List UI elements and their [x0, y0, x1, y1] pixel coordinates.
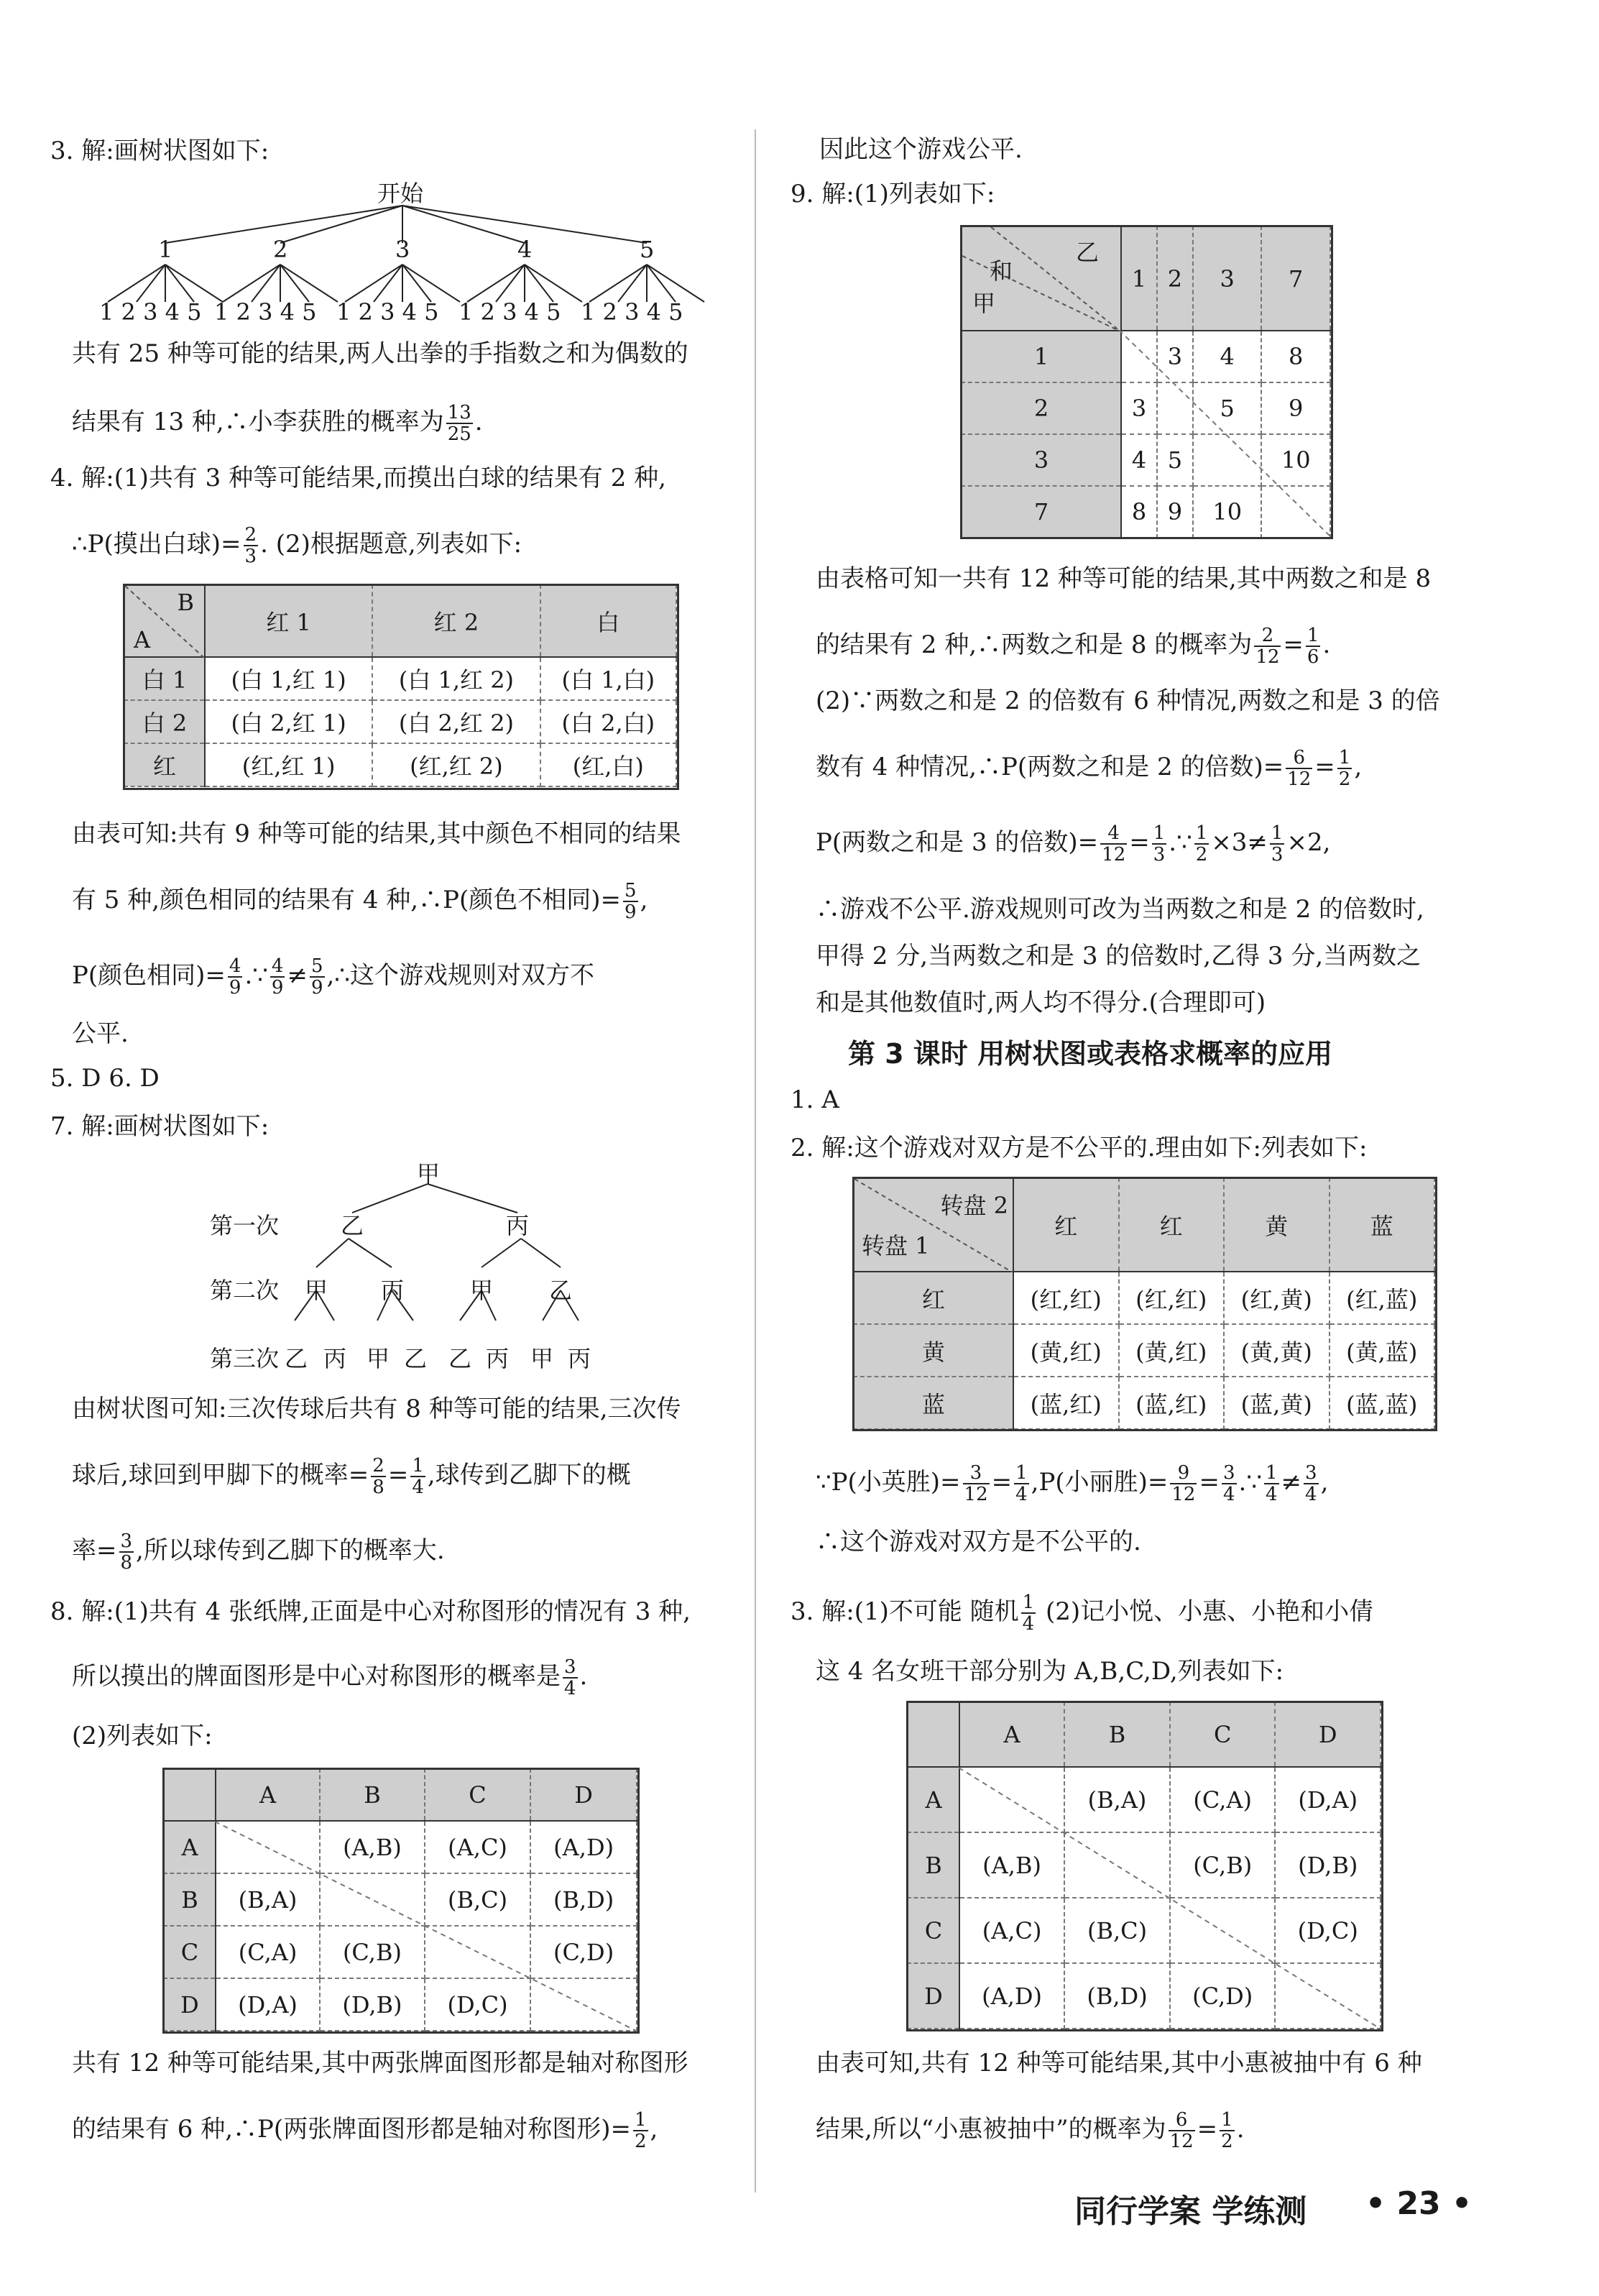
table-row: 3 4 5 10: [962, 434, 1330, 486]
q7-tree-node: 丙: [486, 1345, 510, 1372]
fraction: $\frac{4}{9}$: [229, 955, 241, 998]
q3-line3: 结果有 13 种,∴小李获胜的概率为 $\frac{13}{25}$ .: [72, 402, 483, 445]
s1-answer: 1. A: [791, 1085, 839, 1114]
s3-line2: 这 4 名女班干部分别为 A,B,C,D,列表如下:: [816, 1657, 1284, 1686]
fraction: $\frac{1}{3}$: [1153, 822, 1166, 865]
table-row: 白 1 (白 1,红 1) (白 1,红 2) (白 1,白): [124, 657, 676, 700]
fraction: $\frac{1}{3}$: [1271, 822, 1284, 865]
table-corner: 乙 和 甲: [962, 226, 1121, 331]
page-number: • 23 •: [1365, 2185, 1473, 2222]
table-corner: [164, 1769, 216, 1821]
q7-line4: 率= $\frac{3}{8}$ ,所以球传到乙脚下的概率大.: [72, 1530, 445, 1574]
s3-line3: 由表可知,共有 12 种等可能结果,其中小惠被抽中有 6 种: [816, 2049, 1422, 2077]
table-header: 红 2: [372, 585, 540, 657]
q4-table: [124, 584, 677, 787]
column-divider: [755, 129, 756, 2192]
table-row: 白 2 (白 2,红 1) (白 2,红 2) (白 2,白): [124, 700, 676, 743]
fraction: $\frac{1}{2}$: [1338, 747, 1351, 790]
q3-tree-node: 5: [640, 236, 655, 263]
q7-tree-node: 甲: [305, 1277, 328, 1304]
table-header: 红 1: [205, 585, 372, 657]
q8-conclusion: 因此这个游戏公平.: [819, 135, 1023, 164]
s3-line4: 结果,所以“小惠被抽中”的概率为 $\frac{6}{12}$ = $\frac{1}{2}$ .: [816, 2109, 1245, 2152]
q9-line9: 和是其他数值时,两人均不得分.(合理即可): [816, 988, 1266, 1017]
table-diagonal: [959, 1768, 1381, 2029]
table-row: 7 8 9 10: [962, 486, 1330, 538]
s2-line1: 2. 解:这个游戏对双方是不公平的.理由如下:列表如下:: [791, 1134, 1368, 1162]
fraction: $\frac{2}{3}$: [244, 524, 257, 567]
q4-line4: 有 5 种,颜色相同的结果有 4 种,∴P(颜色不相同)= $\frac{5}{9}$ ,: [72, 880, 648, 923]
fraction: $\frac{3}{8}$: [120, 1530, 133, 1574]
q3-line2: 共有 25 种等可能的结果,两人出拳的手指数之和为偶数的: [72, 339, 688, 368]
table-diagonal: [1119, 330, 1331, 537]
fraction: $\frac{1}{2}$: [1195, 822, 1208, 865]
q9-table: 乙 和 甲 1 2 3 7 1 3 4 8 2 3 5 9 3 4 5 10 7 8 9 10: [961, 226, 1331, 538]
brand-title: 同行学案 学练测: [1074, 2193, 1307, 2230]
q7-tree-node: 乙: [549, 1277, 573, 1304]
q3-tree-leaves: 1 2 3 4 5: [581, 298, 683, 326]
q4-line3: 由表可知:共有 9 种等可能的结果,其中颜色不相同的结果: [72, 819, 681, 848]
fraction: $\frac{3}{4}$: [564, 1656, 576, 1699]
q7-line3: 球后,球回到甲脚下的概率= $\frac{2}{8}$ = $\frac{1}{4}$ ,球传到乙脚下的概: [72, 1455, 631, 1498]
fraction: $\frac{5}{9}$: [310, 955, 323, 998]
fraction: $\frac{1}{2}$: [1221, 2109, 1233, 2152]
table-row: C (A,C) (B,C) (D,C): [908, 1898, 1381, 1963]
table-row: A (B,A) (C,A) (D,A): [908, 1767, 1381, 1832]
fraction: $\frac{3}{4}$: [1222, 1462, 1235, 1505]
q9-line2: 由表格可知一共有 12 种等可能的结果,其中两数之和是 8: [816, 564, 1432, 593]
fraction: $\frac{4}{9}$: [271, 955, 284, 998]
q9-line7: ∴游戏不公平.游戏规则可改为当两数之和是 2 的倍数时,: [816, 895, 1424, 924]
q7-tree-diagram: [280, 1154, 625, 1333]
fraction: $\frac{2}{8}$: [372, 1455, 384, 1498]
s2-line2: ∵P(小英胜)= $\frac{3}{12}$ = $\frac{1}{4}$ ,P(小丽胜)= $\frac{9}{12}$ = $\frac{3}{4}$ .∵ $\frac{1}{4}$ ≠ $\frac{3}{4}$ ,: [816, 1462, 1329, 1505]
s2-table: 转盘 2 转盘 1 红 红 黄 蓝 红 (红,红) (红,红) (红,黄) (红,蓝) 黄 (黄,红) (黄,红) (黄,黄) (黄,蓝) 蓝 (蓝,红) (蓝,红) (蓝,黄) (蓝,蓝): [853, 1177, 1435, 1430]
table-row: A (A,B) (A,C) (A,D): [164, 1821, 637, 1873]
q7-line2: 由树状图可知:三次传球后共有 8 种等可能的结果,三次传: [72, 1395, 681, 1423]
table-row: D (D,A) (D,B) (D,C): [164, 1978, 637, 2031]
q7-level-label: 第一次: [210, 1212, 280, 1239]
q3-tree-node: 1: [158, 236, 173, 263]
q5-q6-answers: 5. D 6. D: [50, 1064, 160, 1093]
q8-table: A B C D A (A,B) (A,C) (A,D) B (B,A) (B,C) (B,D) C (C,A) (C,B) (C,D) D (D,A) (D,B) (D,C): [163, 1768, 637, 2031]
q3-line1: 3. 解:画树状图如下:: [50, 137, 269, 165]
table-row: 红 (红,红) (红,红) (红,黄) (红,蓝): [854, 1272, 1434, 1324]
table-row: 蓝 (蓝,红) (蓝,红) (蓝,黄) (蓝,蓝): [854, 1377, 1434, 1429]
q9-line6: P(两数之和是 3 的倍数)= $\frac{4}{12}$ = $\frac{1}{3}$ .∵ $\frac{1}{2}$ ×3≠ $\frac{1}{3}$ ×2,: [816, 822, 1331, 865]
q4-line5: P(颜色相同)= $\frac{4}{9}$ .∵ $\frac{4}{9}$ ≠ $\frac{5}{9}$ ,∴这个游戏规则对双方不: [72, 955, 594, 998]
table-row: C (C,A) (C,B) (C,D): [164, 1926, 637, 1978]
table-row: 黄 (黄,红) (黄,红) (黄,黄) (黄,蓝): [854, 1324, 1434, 1377]
fraction: $\frac{1}{2}$: [634, 2109, 647, 2152]
q7-tree-node: 甲: [530, 1345, 554, 1372]
q7-level-label: 第三次: [210, 1345, 280, 1372]
fraction: $\frac{1}{4}$: [1022, 1592, 1035, 1635]
fraction: $\frac{3}{4}$: [1305, 1462, 1317, 1505]
fraction: $\frac{3}{12}$: [964, 1462, 988, 1505]
table-row: 红 (红,红 1) (红,红 2) (红,白): [124, 743, 676, 786]
section-title: 第 3 课时 用树状图或表格求概率的应用: [848, 1038, 1333, 1070]
q7-tree-node: 甲: [470, 1277, 494, 1304]
q3-tree-leaves: 1 2 3 4 5: [214, 298, 317, 326]
q3-tree-node: 3: [395, 236, 410, 263]
q7-tree-node: 丙: [568, 1345, 591, 1372]
q7-tree-node: 甲: [367, 1345, 390, 1372]
table-row: B (B,A) (B,C) (B,D): [164, 1873, 637, 1926]
fraction: $\frac{2}{12}$: [1255, 625, 1280, 668]
q3-tree-leaves: 1 2 3 4 5: [336, 298, 439, 326]
q4-line1: 4. 解:(1)共有 3 种等可能结果,而摸出白球的结果有 2 种,: [50, 464, 666, 492]
q4-line6: 公平.: [72, 1019, 129, 1048]
s2-line3: ∴这个游戏对双方是不公平的.: [816, 1528, 1141, 1556]
q3-tree-leaves: 1 2 3 4 5: [458, 298, 561, 326]
q7-tree-root: 甲: [417, 1160, 441, 1188]
table-row: 1 3 4 8: [962, 331, 1330, 382]
table-corner: B A: [124, 585, 205, 657]
table-row: D (A,D) (B,D) (C,D): [908, 1963, 1381, 2029]
q4-line2: ∴P(摸出白球)= $\frac{2}{3}$ . (2)根据题意,列表如下:: [72, 524, 522, 567]
q7-tree-node: 丙: [506, 1212, 530, 1239]
q7-tree-node: 乙: [448, 1345, 472, 1372]
fraction: $\frac{1}{4}$: [1015, 1462, 1028, 1505]
q7-tree-node: 乙: [341, 1212, 364, 1239]
q9-line4: (2)∵两数之和是 2 的倍数有 6 种情况,两数之和是 3 的倍: [816, 686, 1440, 715]
table-row: 2 3 5 9: [962, 382, 1330, 434]
q3-tree-node: 4: [517, 236, 533, 263]
table-corner: [908, 1702, 959, 1767]
fraction: $\frac{4}{12}$: [1102, 822, 1126, 865]
fraction: $\frac{5}{9}$: [625, 880, 637, 923]
q9-line5: 数有 4 种情况,∴P(两数之和是 2 的倍数)= $\frac{6}{12}$ = $\frac{1}{2}$ ,: [816, 747, 1363, 790]
q8-line2: 所以摸出的牌面图形是中心对称图形的概率是 $\frac{3}{4}$ .: [72, 1656, 588, 1699]
fraction: $\frac{1}{6}$: [1307, 625, 1319, 668]
fraction: $\frac{1}{4}$: [1265, 1462, 1278, 1505]
q9-line3: 的结果有 2 种,∴两数之和是 8 的概率为 $\frac{2}{12}$ = $\frac{1}{6}$ .: [816, 625, 1331, 668]
q9-line1: 9. 解:(1)列表如下:: [791, 180, 995, 208]
s3-table: A B C D A (B,A) (C,A) (D,A) B (A,B) (C,B) (D,B) C (A,C) (B,C) (D,C) D (A,D) (B,D) (C,D): [907, 1702, 1381, 2029]
q7-tree-node: 乙: [404, 1345, 428, 1372]
table-corner: 转盘 2 转盘 1: [854, 1178, 1013, 1272]
q3-tree-node: 2: [273, 236, 288, 263]
fraction: $\frac{13}{25}$: [447, 402, 471, 445]
q3-tree-root: 开始: [377, 180, 424, 207]
fraction: $\frac{1}{4}$: [412, 1455, 424, 1498]
fraction: $\frac{6}{12}$: [1169, 2109, 1194, 2152]
q8-line4: 共有 12 种等可能结果,其中两张牌面图形都是轴对称图形: [72, 2049, 688, 2077]
q7-tree-node: 乙: [285, 1345, 308, 1372]
q3-tree-leaves: 1 2 3 4 5: [99, 298, 202, 326]
q8-line1: 8. 解:(1)共有 4 张纸牌,正面是中心对称图形的情况有 3 种,: [50, 1597, 691, 1626]
table-row: B (A,B) (C,B) (D,B): [908, 1832, 1381, 1898]
q8-line5: 的结果有 6 种,∴P(两张牌面图形都是轴对称图形)= $\frac{1}{2}$ ,: [72, 2109, 658, 2152]
table-header: 白: [540, 585, 676, 657]
q9-line8: 甲得 2 分,当两数之和是 3 的倍数时,乙得 3 分,当两数之: [816, 942, 1421, 970]
fraction: $\frac{9}{12}$: [1171, 1462, 1196, 1505]
q7-tree-node: 丙: [381, 1277, 405, 1304]
q7-tree-node: 丙: [323, 1345, 347, 1372]
q8-line3: (2)列表如下:: [72, 1722, 213, 1750]
q7-line1: 7. 解:画树状图如下:: [50, 1112, 269, 1141]
q7-level-label: 第二次: [210, 1277, 280, 1304]
s3-line1: 3. 解:(1)不可能 随机 $\frac{1}{4}$ (2)记小悦、小惠、小艳和小倩: [791, 1592, 1374, 1635]
fraction: $\frac{6}{12}$: [1287, 747, 1312, 790]
table-diagonal: [215, 1822, 637, 2031]
